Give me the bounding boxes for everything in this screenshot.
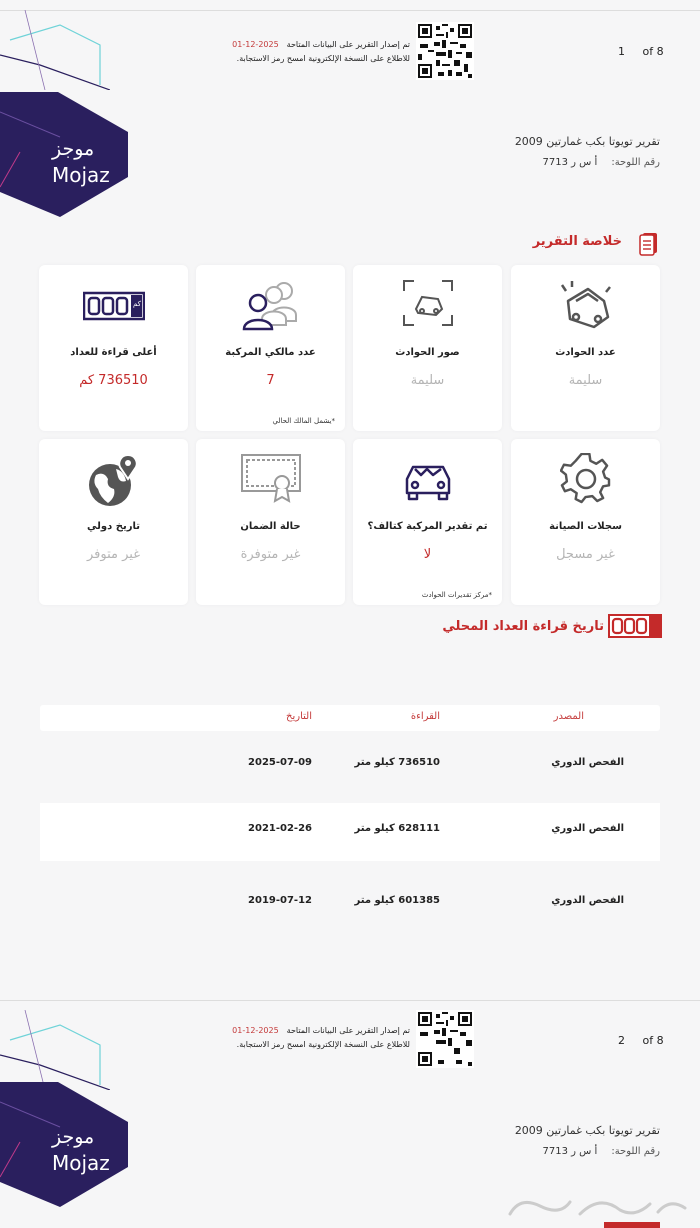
- card-value: غير متوفرة: [240, 547, 301, 562]
- card-value: غير مسجل: [556, 547, 615, 562]
- logo-text-en: Mojaz: [52, 163, 110, 187]
- notice-scan-text: للاطلاع على النسخة الإلكترونية امسح رمز الاستجابة.: [236, 1040, 410, 1049]
- summary-title: خلاصة التقرير: [532, 234, 622, 249]
- gear-icon: [560, 453, 612, 505]
- table-header: [40, 705, 660, 731]
- watermark-logo: [500, 1190, 690, 1222]
- page-total: of 8: [642, 1034, 664, 1047]
- card-label: صور الحوادث: [395, 347, 460, 358]
- plate-value: أ س ر 7713: [542, 1146, 598, 1157]
- row-source: الفحص الدوري: [551, 757, 624, 768]
- card-value: سليمة: [410, 373, 445, 388]
- qr-code-icon: [416, 1010, 474, 1068]
- page-header: [0, 1000, 700, 1090]
- column-header-source: المصدر: [553, 711, 584, 722]
- issue-date: 2025-12-01: [232, 1026, 279, 1035]
- card-max-odometer: [39, 265, 188, 431]
- card-total-loss: [353, 439, 502, 605]
- card-label: سجلات الصيانة: [549, 521, 622, 532]
- car-photo-icon: [402, 279, 454, 327]
- globe-pin-icon: [86, 453, 142, 509]
- card-label: عدد الحوادث: [555, 347, 616, 358]
- card-label: حالة الضمان: [240, 521, 301, 532]
- certificate-icon: [240, 453, 302, 503]
- row-date: 2019-07-12: [248, 895, 312, 906]
- qr-code[interactable]: [416, 1010, 474, 1068]
- qr-code-icon: [416, 22, 474, 80]
- row-reading: 601385 كيلو متر: [354, 895, 440, 906]
- page-current: 1: [618, 45, 625, 58]
- card-international-history: [39, 439, 188, 605]
- table-row: [40, 873, 660, 931]
- plate-label: رقم اللوحة:: [611, 1146, 660, 1157]
- card-label: عدد مالكي المركبة: [225, 347, 316, 358]
- plate-value: أ س ر 7713: [542, 157, 598, 168]
- plate-number: [543, 1146, 660, 1157]
- page-current: 2: [618, 1034, 625, 1047]
- row-source: الفحص الدوري: [551, 895, 624, 906]
- plate-number: [543, 157, 660, 168]
- row-date: 2025-07-09: [248, 757, 312, 768]
- section-icon-partial: [604, 1222, 660, 1228]
- crashed-car-icon: [556, 279, 616, 331]
- users-icon: [240, 279, 302, 331]
- card-note: *يشمل المالك الحالي: [272, 417, 335, 425]
- column-header-date: التاريخ: [286, 711, 312, 722]
- plate-label: رقم اللوحة:: [611, 157, 660, 168]
- card-maintenance-records: [511, 439, 660, 605]
- card-value: 7: [266, 373, 275, 388]
- svg-text:كم: كم: [132, 300, 141, 308]
- table-row: [40, 803, 660, 861]
- card-note: *مركز تقديرات الحوادث: [421, 591, 492, 599]
- notice-scan-text: للاطلاع على النسخة الإلكترونية امسح رمز الاستجابة.: [236, 54, 410, 63]
- page-number: [618, 1034, 664, 1047]
- table-row: [40, 735, 660, 793]
- report-title: تقرير تويوتا بكب غمارتين 2009: [514, 135, 660, 148]
- logo-text-ar: موجز: [52, 138, 95, 160]
- page-total: of 8: [642, 45, 664, 58]
- odometer-icon: [608, 614, 662, 638]
- report-title: تقرير تويوتا بكب غمارتين 2009: [514, 1124, 660, 1137]
- logo-text-ar: موجز: [52, 1126, 95, 1148]
- card-value: غير متوفر: [86, 547, 140, 562]
- row-source: الفحص الدوري: [551, 823, 624, 834]
- logo-text-en: Mojaz: [52, 1151, 110, 1175]
- qr-code[interactable]: [416, 22, 474, 80]
- row-reading: 628111 كيلو متر: [354, 823, 440, 834]
- decorative-lines-icon: [0, 1010, 110, 1090]
- issue-notice: [200, 38, 410, 66]
- row-reading: 736510 كيلو متر: [354, 757, 440, 768]
- page-number: [618, 45, 664, 58]
- card-value: لا: [423, 547, 432, 562]
- card-label: تاريخ دولي: [87, 521, 140, 532]
- card-owners-count: [196, 265, 345, 431]
- notice-text: تم إصدار التقرير على البيانات المتاحة: [286, 40, 410, 49]
- page-header: [0, 0, 700, 90]
- decorative-lines-icon: [0, 10, 110, 90]
- card-label: تم تقدير المركبة كتالف؟: [367, 521, 488, 532]
- issue-notice: [200, 1024, 410, 1052]
- card-value: 736510 كم: [79, 373, 148, 388]
- damaged-car-icon: [401, 459, 455, 503]
- card-warranty-status: [196, 439, 345, 605]
- notice-text: تم إصدار التقرير على البيانات المتاحة: [286, 1026, 410, 1035]
- odometer-history-title: تاريخ قراءة العداد المحلي: [442, 619, 604, 634]
- column-header-reading: القراءة: [410, 711, 440, 722]
- row-date: 2021-02-26: [248, 823, 312, 834]
- issue-date: 2025-12-01: [232, 40, 279, 49]
- card-value: سليمة: [568, 373, 603, 388]
- odometer-icon: [83, 287, 145, 323]
- document-icon: [638, 232, 660, 256]
- card-accidents-count: [511, 265, 660, 431]
- card-label: أعلى قراءة للعداد: [70, 347, 157, 358]
- card-accident-photos: [353, 265, 502, 431]
